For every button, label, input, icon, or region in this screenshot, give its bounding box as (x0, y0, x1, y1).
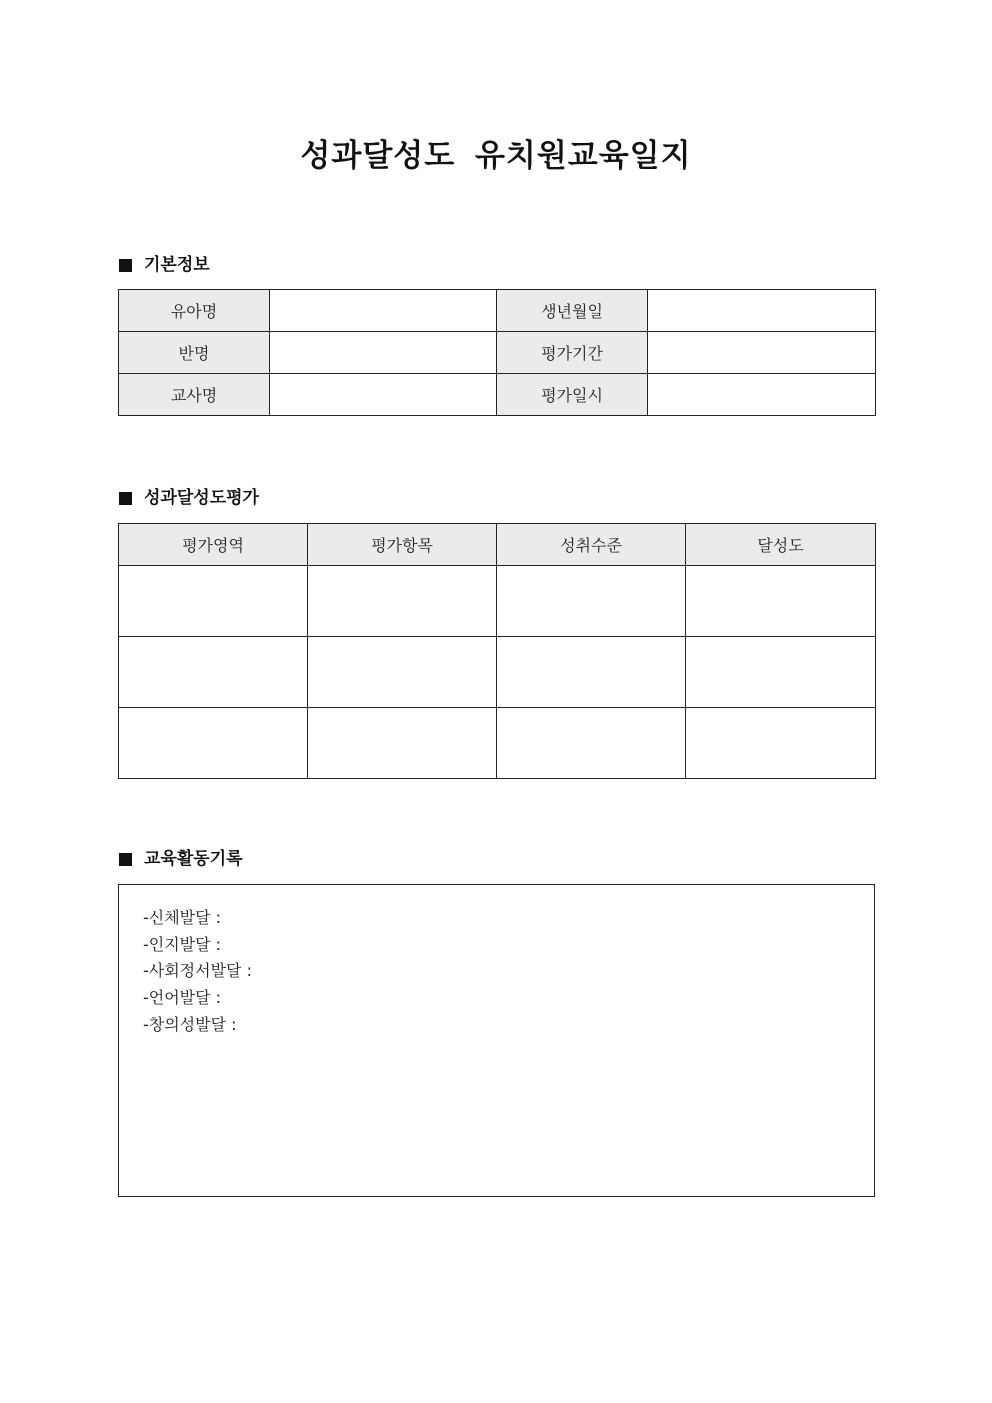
eval-date-field[interactable] (648, 374, 876, 416)
achievement-rate-cell[interactable] (686, 637, 876, 708)
square-bullet-icon (119, 853, 132, 866)
class-name-label: 반명 (119, 332, 270, 374)
section-heading-evaluation (119, 486, 259, 510)
achievement-rate-cell[interactable] (686, 708, 876, 779)
teacher-name-field[interactable] (270, 374, 497, 416)
column-header-eval-area: 평가영역 (119, 524, 308, 566)
page-title: 성과달성도 유치원교육일지 (300, 138, 692, 174)
class-name-field[interactable] (270, 332, 497, 374)
section-heading-label: 기본정보 (144, 255, 210, 275)
table-header-row (119, 524, 876, 566)
child-name-label: 유아명 (119, 290, 270, 332)
section-heading-label: 교육활동기록 (144, 849, 243, 869)
eval-date-label: 평가일시 (497, 374, 648, 416)
column-header-achievement-rate: 달성도 (686, 524, 876, 566)
achievement-level-cell[interactable] (497, 566, 686, 637)
square-bullet-icon (119, 492, 132, 505)
eval-area-cell[interactable] (119, 637, 308, 708)
table-row (119, 290, 876, 332)
child-name-field[interactable] (270, 290, 497, 332)
list-item-social-emotional-development: -사회정서발달 : (143, 961, 252, 981)
section-heading-label: 성과달성도평가 (144, 488, 259, 508)
column-header-achievement-level: 성취수준 (497, 524, 686, 566)
table-row (119, 708, 876, 779)
list-item-creativity-development: -창의성발달 : (143, 1014, 237, 1034)
square-bullet-icon (119, 259, 132, 272)
achievement-rate-cell[interactable] (686, 566, 876, 637)
column-header-eval-item: 평가항목 (308, 524, 497, 566)
evaluation-table (118, 523, 876, 779)
table-row (119, 566, 876, 637)
eval-area-cell[interactable] (119, 566, 308, 637)
section-heading-activity-record (119, 847, 243, 871)
activity-record-box[interactable] (118, 884, 875, 1197)
activity-record-list (143, 905, 252, 1039)
basic-info-table (118, 289, 876, 416)
list-item-cognitive-development: -인지발달 : (143, 934, 222, 954)
list-item-language-development: -언어발달 : (143, 988, 222, 1008)
achievement-level-cell[interactable] (497, 637, 686, 708)
eval-area-cell[interactable] (119, 708, 308, 779)
eval-period-field[interactable] (648, 332, 876, 374)
list-item-physical-development: -신체발달 : (143, 908, 222, 927)
eval-period-label: 평가기간 (497, 332, 648, 374)
teacher-name-label: 교사명 (119, 374, 270, 416)
eval-item-cell[interactable] (308, 566, 497, 637)
eval-item-cell[interactable] (308, 637, 497, 708)
achievement-level-cell[interactable] (497, 708, 686, 779)
section-heading-basic-info (119, 253, 210, 277)
eval-item-cell[interactable] (308, 708, 497, 779)
table-row (119, 374, 876, 416)
table-row (119, 332, 876, 374)
birthdate-label: 생년월일 (497, 290, 648, 332)
table-row (119, 637, 876, 708)
birthdate-field[interactable] (648, 290, 876, 332)
